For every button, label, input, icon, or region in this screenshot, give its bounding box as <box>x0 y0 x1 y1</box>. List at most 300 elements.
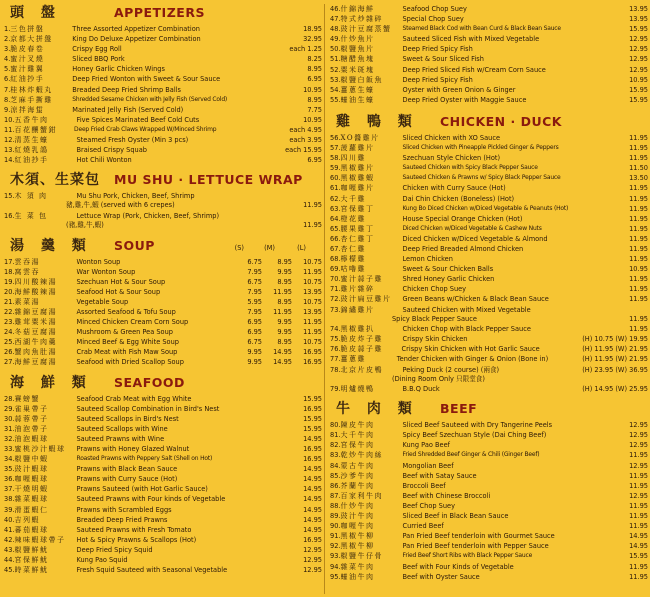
menu-item <box>4 404 322 414</box>
item-name: Diced Chicken w/Diced Vegetable & Almond <box>402 234 548 243</box>
item-number: 10. <box>4 115 15 124</box>
item-name-zh: 百花釀蟹鉗 <box>14 125 57 134</box>
item-name: Beef with Four Kinds of Vegetable <box>402 562 514 571</box>
item-price: 12.95 <box>629 491 648 500</box>
item-name-zh: 杏仁雞丁 <box>340 234 375 243</box>
item-name-zh: 咖喱蝦球 <box>14 475 49 484</box>
item-price: 14.95 <box>303 465 322 474</box>
item-price: 11.95 <box>629 224 648 233</box>
item-price-large: 10.75 <box>303 277 322 286</box>
item-number: 5. <box>4 65 11 74</box>
item-price-large: 13.95 <box>303 287 322 296</box>
item-name-zh: 咖喱雞片 <box>340 184 375 193</box>
item-number: 54. <box>330 85 341 94</box>
item-name: Minced Chicken Cream Corn Soup <box>76 318 189 327</box>
item-number: 61. <box>330 184 341 193</box>
item-number: 2. <box>4 35 11 44</box>
soup-zh-title: 湯 羹 類 <box>10 237 92 254</box>
item-number: 91. <box>330 532 341 541</box>
item-price: 12.95 <box>629 431 648 440</box>
menu-item <box>330 85 648 95</box>
item-name: Roasted Prawns with Peppery Salt (Shell on Hot) <box>76 455 213 463</box>
menu-item <box>330 274 648 284</box>
item-number: 8. <box>4 95 11 104</box>
item-name: Sweet & Sour Chicken Balls <box>402 265 494 274</box>
item-price: 11.95 <box>629 562 648 571</box>
item-name-zh: 糖醋魚塊 <box>340 55 375 64</box>
item-price-medium: 8.95 <box>277 297 292 306</box>
item-price: 14.95 <box>629 542 648 551</box>
item-name-zh: 豉汁豆腐蒸蟹 <box>340 25 392 34</box>
menu-item <box>330 344 648 354</box>
item-price: 16.95 <box>303 445 322 453</box>
item-number: 92. <box>330 542 341 551</box>
item-number: 60. <box>330 174 341 183</box>
item-price: 14.95 <box>303 495 322 504</box>
item-number: 73. <box>330 305 341 314</box>
item-price-small: 9.95 <box>247 358 262 367</box>
item-number: 17. <box>4 257 15 266</box>
item-price: 11.50 <box>629 164 648 173</box>
menu-item <box>4 414 322 424</box>
item-price: 11.95 <box>629 314 648 323</box>
item-name: Steamed Black Cod with Bean Curd & Black Bean Sauce <box>402 25 561 33</box>
menu-item <box>330 384 648 394</box>
item-name-zh: 黑椒雞片 <box>340 164 375 173</box>
menu-item <box>4 515 322 525</box>
menu-item <box>330 471 648 481</box>
item-name: Steamed Fresh Oyster (Min 3 pcs) <box>76 136 189 145</box>
item-name-zh: 蕃茄蝦球 <box>14 525 49 534</box>
item-name: Sauteed Sliced Fish with Mixed Vegetable <box>402 35 540 44</box>
item-price: each 4.95 <box>289 125 322 134</box>
item-name-zh: 紅油抄手 <box>10 75 45 84</box>
menu-item <box>4 317 322 327</box>
item-price: each 15.95 <box>285 146 322 155</box>
item-name-zh: 雞茸粟米湯 <box>14 318 57 327</box>
item-price: 11.95 <box>629 244 648 253</box>
item-number: 94. <box>330 562 341 571</box>
item-name-zh: 沙爹牛肉 <box>340 471 375 480</box>
item-number: 32. <box>4 434 15 443</box>
menu-item <box>330 324 648 334</box>
menu-item <box>4 125 322 135</box>
item-price: 11.95 <box>629 184 648 193</box>
item-number: 49. <box>330 35 341 44</box>
item-name: Honey Garlic Chicken Wings <box>72 65 165 74</box>
menu-item <box>4 287 322 297</box>
item-price-medium: 9.95 <box>277 318 292 327</box>
item-name: Braised Crispy Squab <box>76 146 147 155</box>
item-price: 14.95 <box>303 525 322 534</box>
item-number: 6. <box>4 75 11 84</box>
item-name-zh: 明爐燒鴨 <box>340 385 375 394</box>
item-number: 82. <box>330 441 341 450</box>
item-name: Mu Shu Pork, Chicken, Beef, Shrimp <box>76 192 195 201</box>
item-price: 11.95 <box>629 234 648 243</box>
item-number: 95. <box>330 572 341 581</box>
item-name: Chicken with Curry Sauce (Hot) <box>402 184 506 193</box>
item-price-large: 16.95 <box>303 348 322 357</box>
menu-left-column <box>4 0 322 575</box>
item-name: Deep Fried Spicy Squid <box>76 545 153 554</box>
menu-item <box>4 394 322 404</box>
item-price-large: 11.95 <box>303 267 322 276</box>
item-price: 14.95 <box>629 532 648 541</box>
item-name-zh: 雜菜牛肉 <box>340 562 375 571</box>
menu-item <box>4 357 322 367</box>
item-name: B.B.Q Duck <box>402 385 440 394</box>
item-name-zh: 干燒明蝦 <box>14 485 49 494</box>
item-number: 87. <box>330 491 341 500</box>
item-name-zh: 辣味蝦球帶子 <box>14 535 66 544</box>
item-name: Fried Shredded Beef Ginger & Chili (Ginger Beef) <box>402 451 540 459</box>
item-name-zh: 桂林炸蝦丸 <box>10 85 53 94</box>
seafood-list <box>4 394 322 576</box>
menu-item <box>4 307 322 317</box>
item-number: 4. <box>4 55 11 64</box>
item-price-small: 6.75 <box>247 338 262 347</box>
item-price: 11.95 <box>629 285 648 294</box>
item-number: 24. <box>4 328 15 337</box>
item-price: 10.95 <box>629 75 648 84</box>
item-number: 38. <box>4 495 15 504</box>
item-number: 51. <box>330 55 341 64</box>
item-name: Seafood Chop Suey <box>402 5 467 13</box>
appetizers-title: APPETIZERS <box>114 5 205 20</box>
item-price: 10.95 <box>629 265 648 274</box>
item-price: 15.95 <box>303 414 322 423</box>
item-number: 78. <box>330 365 341 374</box>
item-price-large: 10.75 <box>303 257 322 266</box>
item-number: 68. <box>330 255 341 264</box>
menu-item <box>330 531 648 541</box>
item-number: 25. <box>4 338 15 347</box>
item-price: 12.95 <box>629 45 648 54</box>
item-number: 64. <box>330 214 341 223</box>
menu-item <box>330 440 648 450</box>
item-name: Beef with Chinese Broccoli <box>402 491 491 500</box>
item-price: 12.95 <box>303 556 322 565</box>
menu-item <box>330 450 648 460</box>
item-name: Mushroom & Green Pea Soup <box>76 328 173 337</box>
item-number: 47. <box>330 15 341 24</box>
item-price-small: 7.95 <box>247 267 262 276</box>
item-name: Sauteed Scallops in Bird's Nest <box>76 414 179 423</box>
item-name: Chicken Chop with Black Pepper Sauce <box>402 325 531 334</box>
item-price: 11.95 <box>629 512 648 521</box>
item-number: 90. <box>330 522 341 531</box>
item-name-zh: 生 菜 包 <box>14 211 48 220</box>
menu-item <box>330 264 648 274</box>
item-name-zh: 蜜汁叉燒 <box>10 55 45 64</box>
item-price: 16.95 <box>303 455 322 464</box>
menu-item <box>330 354 648 364</box>
item-price-large: 16.95 <box>303 358 322 367</box>
item-name-zh: 椒鹽牛仔骨 <box>340 552 383 561</box>
item-name-zh: 杏仁雞 <box>340 244 366 253</box>
item-price-small: 7.95 <box>247 307 262 316</box>
item-price: 15.95 <box>303 394 322 403</box>
item-number: 40. <box>4 515 15 524</box>
item-name: Sliced Beef Sauteed with Dry Tangerine Peels <box>402 421 553 430</box>
item-number: 66. <box>330 234 341 243</box>
beef-list <box>330 420 648 582</box>
item-name-zh: 豉汁扁豆雞片 <box>340 295 392 304</box>
menu-item <box>330 4 648 14</box>
item-price: 11.95 <box>629 214 648 223</box>
item-name-zh: 雀巢帶子 <box>14 404 49 413</box>
item-name: Crispy Egg Roll <box>72 45 122 54</box>
menu-item <box>330 54 648 64</box>
item-name-zh: 西湖牛肉羹 <box>14 338 57 347</box>
menu-item <box>330 481 648 491</box>
item-name-zh: 蟹肉魚肚湯 <box>14 348 57 357</box>
item-price: 18.95 <box>303 25 322 33</box>
seafood-title: SEAFOOD <box>114 374 185 390</box>
item-name: Szechuan Style Chicken (Hot) <box>402 154 501 163</box>
item-name: Sauteed Prawns with Wine <box>76 434 165 443</box>
item-name: Fried Beef Short Ribs with Black Pepper Sauce <box>402 552 533 560</box>
menu-item <box>4 505 322 515</box>
item-name-zh: 雞片雜碎 <box>340 285 375 294</box>
item-number: 12. <box>4 136 15 145</box>
item-price-medium: 9.95 <box>277 267 292 276</box>
item-name: Prawns Sauteed (with Hot Garlic Sauce) <box>76 485 208 494</box>
menu-item <box>330 254 648 264</box>
item-name: Sauteed Scallops with Wine <box>76 424 168 433</box>
item-price: 8.95 <box>307 95 322 104</box>
item-number: 48. <box>330 25 341 34</box>
item-number: 70. <box>330 275 341 284</box>
menu-item <box>4 115 322 125</box>
item-name-zh: 雜菜蝦球 <box>14 495 49 504</box>
item-number: 29. <box>4 404 15 413</box>
item-number: 80. <box>330 421 341 430</box>
item-name: Broccoli Beef <box>402 481 446 490</box>
mushu-list <box>4 191 322 230</box>
item-name: Chicken Chop Suey <box>402 285 467 294</box>
item-price: 10.95 <box>303 115 322 124</box>
menu-item <box>330 315 648 325</box>
item-price: 6.95 <box>307 75 322 84</box>
item-name-zh: 腰果雞丁 <box>340 224 375 233</box>
menu-item <box>4 211 322 221</box>
item-price: 11.95 <box>629 275 648 284</box>
item-price: 11.95 <box>629 451 648 460</box>
item-name: Sauteed Chicken & Prawns w/ Spicy Black Pepper Sauce <box>402 174 561 182</box>
item-price-medium: 14.95 <box>273 358 292 367</box>
seafood-continued-list <box>330 4 648 105</box>
item-number: 27. <box>4 358 15 367</box>
item-price: 15.95 <box>629 25 648 34</box>
item-name: Breaded Deep Fried Shrimp Balls <box>72 85 181 94</box>
item-price: 11.95 <box>629 522 648 531</box>
item-price: 12.95 <box>629 461 648 470</box>
menu-item <box>330 244 648 254</box>
item-name: (Dining Room Only 只限堂食) <box>392 374 485 383</box>
item-price: 14.95 <box>303 505 322 514</box>
item-name: Deep Fried Oyster with Maggie Sauce <box>402 95 527 104</box>
item-price: 12.95 <box>629 35 648 44</box>
item-number: 16. <box>4 211 15 220</box>
menu-item <box>330 294 648 304</box>
menu-item <box>4 257 322 267</box>
item-number: 50. <box>330 45 341 54</box>
item-name-zh: 蠔油牛肉 <box>340 572 375 581</box>
item-price: 14.95 <box>303 485 322 494</box>
menu-item <box>330 204 648 214</box>
item-price: 32.95 <box>303 35 322 44</box>
item-number: 55. <box>330 95 341 104</box>
menu-item <box>4 347 322 357</box>
item-price: (H) 11.95 (W) 21.95 <box>582 345 648 354</box>
item-name: Sliced Chicken with XO Sauce <box>402 133 501 142</box>
item-number: 44. <box>4 556 15 565</box>
item-number: 13. <box>4 146 15 155</box>
menu-item <box>4 434 322 444</box>
item-name-zh: 什炒牛肉 <box>340 501 375 510</box>
item-name: Vegetable Soup <box>76 297 129 306</box>
item-price: 15.95 <box>629 85 648 94</box>
item-name: Breaded Deep Fried Prawns <box>76 515 168 524</box>
item-name-zh: 宮保鮮魷 <box>14 556 49 565</box>
item-name: Sliced Chicken with Pineapple Pickled Ginger & Peppers <box>402 144 559 152</box>
item-name-zh: 海鮮酸辣湯 <box>14 287 57 296</box>
item-name-zh: 蒜蓉帶子 <box>14 414 49 423</box>
menu-item <box>330 420 648 430</box>
item-price: 11.95 <box>303 201 322 210</box>
item-price: 11.95 <box>629 471 648 480</box>
item-name-zh: 紅油抄手 <box>14 156 49 165</box>
soup-title: SOUP <box>114 237 155 253</box>
item-number: 30. <box>4 414 15 423</box>
item-price: 14.95 <box>303 434 322 443</box>
appetizers-list <box>4 24 322 165</box>
item-name: Sliced BBQ Pork <box>72 55 125 64</box>
item-number: 34. <box>4 455 15 464</box>
item-name-zh: 雲吞湯 <box>14 257 40 266</box>
item-name: Deep Fried Breaded Almond Chicken <box>402 244 524 253</box>
item-name-zh: 海鮮豆腐湯 <box>14 358 57 367</box>
item-number: 18. <box>4 267 15 276</box>
item-name: Beef with Oyster Sauce <box>402 572 480 581</box>
item-name-zh: 雜錦豆腐湯 <box>14 307 57 316</box>
item-price: 11.95 <box>629 481 648 490</box>
item-price: 11.95 <box>629 154 648 163</box>
item-number: 23. <box>4 318 15 327</box>
item-number: 77. <box>330 355 341 364</box>
item-name: Sauteed Chicken with Spicy Black Pepper Sauce <box>402 164 538 172</box>
item-name-zh: 薑蔥生蠔 <box>340 85 375 94</box>
item-number: 88. <box>330 501 341 510</box>
item-price-medium: 14.95 <box>273 348 292 357</box>
item-name-zh: 四川酸辣湯 <box>14 277 57 286</box>
item-number: 89. <box>330 512 341 521</box>
item-price: 11.95 <box>629 144 648 153</box>
item-price: 15.95 <box>629 95 648 104</box>
item-name: Assorted Seafood & Tofu Soup <box>76 307 176 316</box>
item-name-zh: 吉列蝦 <box>14 515 40 524</box>
menu-item <box>4 155 322 165</box>
item-name-zh: 紅燒乳鴿 <box>14 146 49 155</box>
item-name-zh: 黑椒牛柳 <box>340 532 375 541</box>
item-number: 22. <box>4 307 15 316</box>
item-price-small: 6.95 <box>247 318 262 327</box>
item-price-small: 6.75 <box>247 257 262 266</box>
seafood-header <box>4 372 322 394</box>
item-number: 52. <box>330 65 341 74</box>
item-name: Minced Beef & Egg White Soup <box>76 338 179 347</box>
item-price-small: 7.95 <box>247 287 262 296</box>
item-name: Sliced Beef in Black Bean Sauce <box>402 512 509 521</box>
menu-item <box>330 375 648 385</box>
item-name-zh: 乾炒牛肉絲 <box>340 451 383 460</box>
item-name: Tender Chicken with Ginger & Onion (Bone in) <box>396 355 549 364</box>
chicken-zh-title: 雞 鴨 類 <box>336 113 418 130</box>
menu-item <box>4 95 322 105</box>
item-price-small: 6.75 <box>247 277 262 286</box>
item-name-zh: 咕嚕雞 <box>340 265 366 274</box>
menu-item <box>4 54 322 64</box>
item-name-zh: 豉汁牛肉 <box>340 512 375 521</box>
item-price-medium: 8.95 <box>277 257 292 266</box>
item-number: 76. <box>330 345 341 354</box>
item-price: 13.95 <box>629 5 648 13</box>
item-number: 63. <box>330 204 341 213</box>
menu-item <box>330 65 648 75</box>
item-number: 59. <box>330 164 341 173</box>
menu-item <box>330 572 648 582</box>
item-name: Crispy Skin Chicken <box>402 335 468 344</box>
item-name-zh: 北京片皮鴨 <box>340 365 383 374</box>
item-name: House Special Orange Chicken (Hot) <box>402 214 523 223</box>
item-number: 1. <box>4 25 11 33</box>
item-price: 12.95 <box>629 441 648 450</box>
item-name: Sweet & Sour Sliced Fish <box>402 55 484 64</box>
item-price: 7.75 <box>307 105 322 114</box>
mushu-zh-title: 木須、生菜包 <box>10 172 100 189</box>
menu-item <box>330 153 648 163</box>
menu-item <box>4 277 322 287</box>
item-name-zh: 京都大拼盤 <box>10 35 53 44</box>
item-name: Kung Pao Beef <box>402 441 450 450</box>
item-number: 79. <box>330 385 341 394</box>
item-name: Lettuce Wrap (Pork, Chicken, Beef, Shrimp) <box>76 211 220 220</box>
item-name: War Wonton Soup <box>76 267 136 276</box>
menu-item <box>330 430 648 440</box>
item-name-zh: 清蒸生蠔 <box>14 136 49 145</box>
item-number: 74. <box>330 325 341 334</box>
item-number: 69. <box>330 265 341 274</box>
item-number: 86. <box>330 481 341 490</box>
item-name: Beef Chop Suey <box>402 501 455 510</box>
item-name-zh: 脆皮炸子雞 <box>340 335 383 344</box>
soup-col-m: (M) <box>264 243 275 252</box>
item-name-zh: 椒鹽鮮魷 <box>14 545 49 554</box>
item-name: Marinated Jelly Fish (Served Cold) <box>72 105 184 114</box>
item-name-zh: 陳皮牛肉 <box>340 421 375 430</box>
item-number: 56. <box>330 133 341 142</box>
menu-right-column <box>330 0 648 582</box>
menu-item <box>4 201 322 211</box>
beef-zh-title: 牛 肉 類 <box>336 401 418 418</box>
menu-item <box>330 461 648 471</box>
menu-item <box>330 214 648 224</box>
appetizers-header <box>4 2 322 24</box>
item-price: (H) 10.75 (W) 19.95 <box>582 335 648 344</box>
item-price-small: 6.95 <box>247 328 262 337</box>
